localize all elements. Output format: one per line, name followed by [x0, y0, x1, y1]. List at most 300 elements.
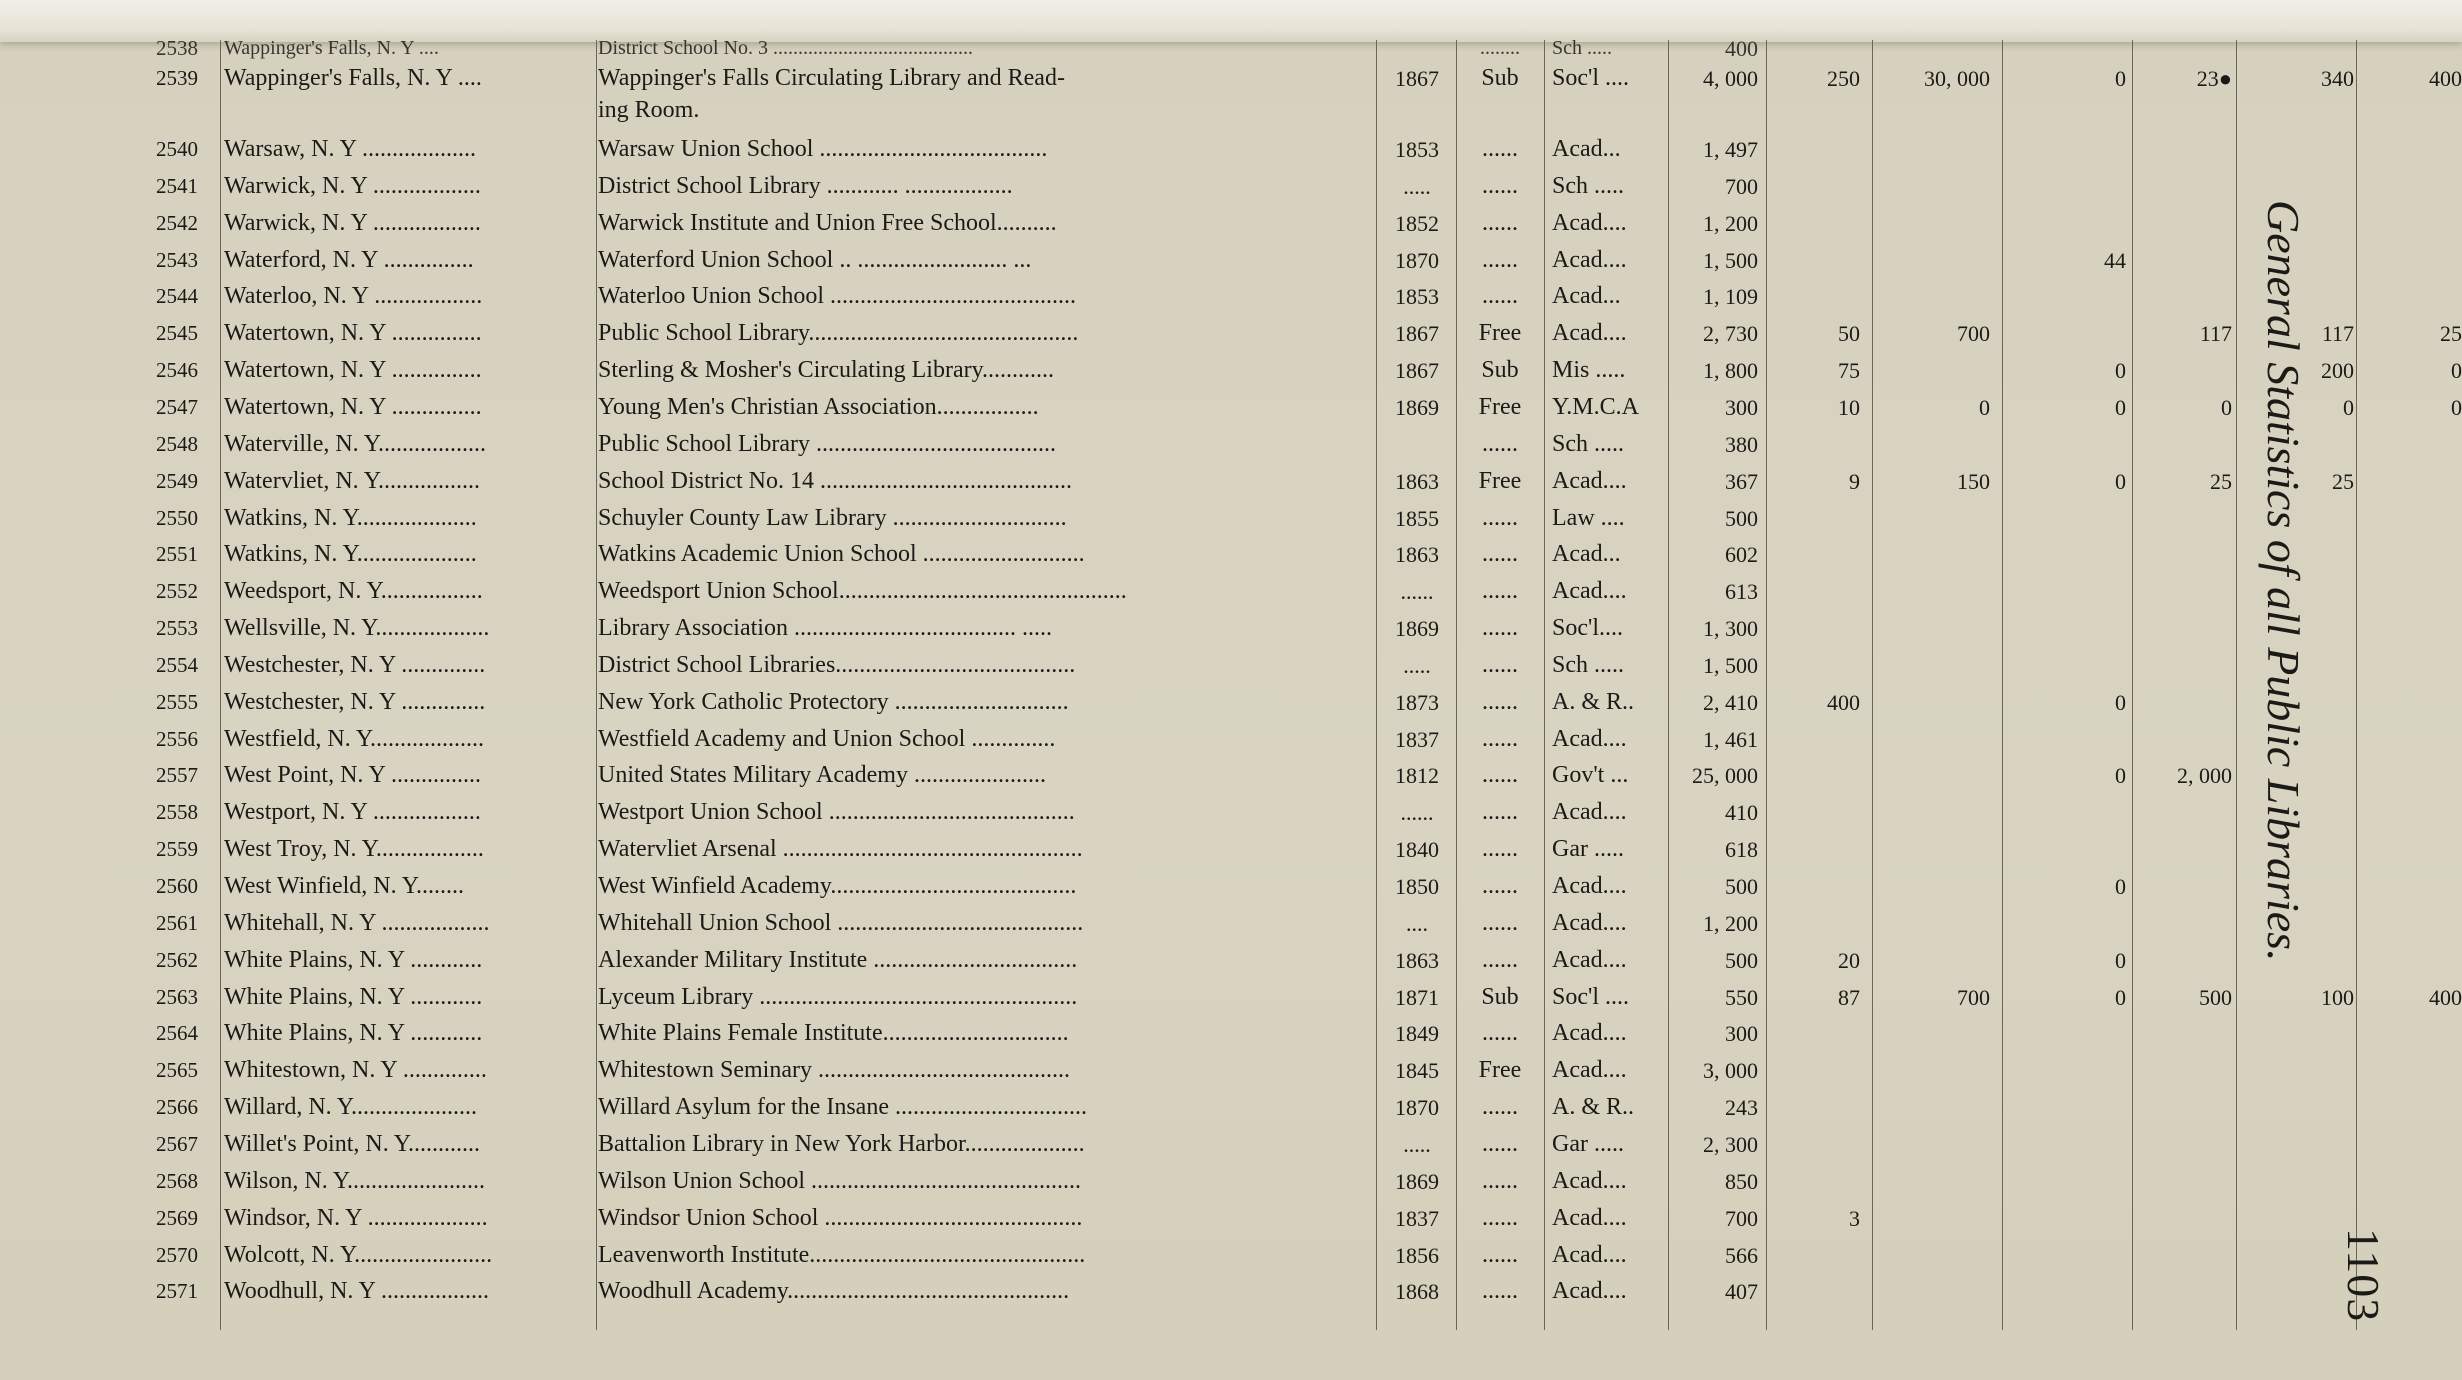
place-name: Weedsport, N. Y.................: [224, 578, 483, 605]
support-type: ......: [1482, 873, 1518, 899]
support-type: ......: [1482, 651, 1518, 678]
support-type: Free: [1478, 1057, 1522, 1084]
stat-col-6: 400: [2429, 984, 2462, 1010]
library-class: Gar .....: [1552, 1130, 1624, 1157]
stat-col-6: [2364, 242, 2462, 279]
support-type: Sub: [1481, 983, 1519, 1010]
library-class: A. & R..: [1552, 688, 1635, 715]
table-row: [120, 1015, 2460, 1052]
place-name: Wellsville, N. Y...................: [224, 615, 490, 642]
table-row: [120, 610, 2460, 647]
year-founded: ....: [1406, 910, 1428, 936]
volume-count: 380: [1725, 431, 1758, 457]
stat-col-4: [2140, 1200, 2232, 1237]
volume-count: 1, 800: [1703, 358, 1758, 384]
support-type: ......: [1482, 615, 1518, 642]
library-class: Sch .....: [1552, 651, 1624, 678]
place-name: Wappinger's Falls, N. Y ....: [224, 65, 482, 91]
entry-number: 2547: [156, 394, 198, 419]
stat-col-6: [2364, 942, 2462, 979]
stat-col-3: 0: [2115, 468, 2126, 494]
support-type: ......: [1482, 1094, 1518, 1121]
year-founded: 1868: [1395, 1279, 1439, 1305]
stat-col-1: [1780, 1015, 1860, 1052]
library-class: Acad...: [1552, 283, 1621, 310]
place-name: Warwick, N. Y ..................: [224, 209, 481, 236]
year-founded: 1853: [1395, 284, 1439, 310]
stat-col-3: [2010, 1200, 2126, 1237]
stat-col-1: [1780, 242, 1860, 279]
volume-count: 1, 500: [1703, 247, 1758, 273]
stat-col-4: 2, 000: [2177, 763, 2232, 789]
place-name: White Plains, N. Y ............: [224, 946, 483, 973]
stat-col-3: 0: [2115, 66, 2126, 91]
stat-col-6: [2364, 1052, 2462, 1089]
library-name: Leavenworth Institute..............................................: [598, 1241, 1086, 1268]
volume-count: 407: [1725, 1279, 1758, 1305]
table-row: [120, 1200, 2460, 1237]
entry-number: 2544: [156, 284, 198, 309]
year-founded: 1863: [1395, 542, 1439, 568]
year-founded: .....: [1403, 1131, 1431, 1157]
library-class: Acad....: [1552, 1057, 1627, 1084]
table-row: [120, 868, 2460, 905]
stat-col-6: [2364, 721, 2462, 758]
library-name: Library Association ..................................... .....: [598, 615, 1052, 642]
place-name: Warwick, N. Y ..................: [224, 172, 481, 199]
table-row: [120, 1273, 2460, 1310]
stat-col-4: 0: [2221, 394, 2232, 420]
support-type: ......: [1482, 1278, 1518, 1305]
stat-col-1: [1780, 757, 1860, 794]
stat-col-2: 700: [1957, 321, 1990, 347]
library-class: Law ....: [1552, 504, 1625, 531]
library-class: Acad....: [1552, 1241, 1627, 1268]
entry-number: 2560: [156, 874, 198, 898]
stat-col-1: [1780, 500, 1860, 537]
stat-col-5: 0: [2343, 394, 2354, 420]
stat-col-5: 117: [2321, 321, 2354, 347]
library-name: Battalion Library in New York Harbor....................: [598, 1130, 1085, 1157]
library-class: Acad....: [1552, 946, 1627, 973]
stat-col-2: [1880, 205, 1990, 242]
stat-col-1: [1780, 131, 1860, 168]
stat-col-2: [1880, 1237, 1990, 1274]
library-name: Wilson Union School .............................................: [598, 1167, 1082, 1194]
stat-col-3: [2010, 1126, 2126, 1163]
stat-col-3: [2010, 168, 2126, 205]
place-name: Waterloo, N. Y ..................: [224, 283, 483, 310]
year-founded: 1863: [1395, 947, 1439, 973]
stat-col-5: 25: [2332, 468, 2354, 494]
library-class: Acad....: [1552, 467, 1627, 494]
entry-number: 2542: [156, 210, 198, 235]
stat-col-2: [1880, 794, 1990, 831]
table-row: [120, 1163, 2460, 1200]
year-founded: 1867: [1395, 358, 1439, 384]
volume-count: 1, 497: [1703, 137, 1758, 162]
running-title: General Statistics of all Public Libraries.: [2258, 200, 2309, 962]
support-type: ......: [1482, 946, 1518, 973]
table-row: [120, 92, 2460, 129]
stat-col-1: [1780, 1237, 1860, 1274]
year-founded: 1853: [1395, 137, 1439, 162]
table-row: [120, 205, 2460, 242]
stat-col-4: [2140, 573, 2232, 610]
support-type: Free: [1478, 320, 1522, 347]
volume-count: 618: [1725, 837, 1758, 863]
library-name: Whitestown Seminary ..........................................: [598, 1057, 1070, 1084]
library-name: Young Men's Christian Association.................: [598, 393, 1039, 420]
stat-col-4: [2140, 500, 2232, 537]
stat-col-4: 23●: [2196, 66, 2232, 91]
support-type: ......: [1482, 172, 1518, 199]
volume-count: 3, 000: [1703, 1058, 1758, 1084]
stat-col-4: [2140, 905, 2232, 942]
library-class: Gar .....: [1552, 836, 1624, 863]
library-class: Soc'l ....: [1552, 983, 1629, 1010]
stat-col-3: [2010, 1089, 2126, 1126]
stat-col-6: [2364, 500, 2462, 537]
stat-col-1: [1780, 278, 1860, 315]
entry-number: 2550: [156, 505, 198, 530]
place-name: Wolcott, N. Y.......................: [224, 1241, 493, 1268]
volume-count: 550: [1725, 984, 1758, 1010]
library-name: District School Library ............ ..................: [598, 172, 1013, 199]
entry-number: 2558: [156, 800, 198, 825]
stat-col-2: [1880, 536, 1990, 573]
volume-count: 500: [1725, 947, 1758, 973]
stat-col-6: 0: [2451, 358, 2462, 384]
year-founded: 1870: [1395, 1095, 1439, 1121]
stat-col-6: [2364, 92, 2462, 129]
stat-col-6: [2364, 868, 2462, 905]
place-name: Watertown, N. Y ...............: [224, 357, 482, 384]
stat-col-5: [2244, 1015, 2354, 1052]
stat-col-5: [2244, 92, 2354, 129]
table-row: [120, 942, 2460, 979]
place-name: Windsor, N. Y ....................: [224, 1204, 488, 1231]
support-type: ......: [1482, 541, 1518, 568]
place-name: Watkins, N. Y....................: [224, 541, 477, 568]
support-type: ......: [1482, 246, 1518, 273]
library-name: Watervliet Arsenal ..................................................: [598, 836, 1083, 863]
volume-count: 500: [1725, 505, 1758, 531]
place-name: White Plains, N. Y ............: [224, 983, 483, 1010]
table-row: [120, 831, 2460, 868]
library-name: Sterling & Mosher's Circulating Library............: [598, 357, 1055, 384]
stat-col-6: [2364, 794, 2462, 831]
place-name: Waterford, N. Y ...............: [224, 246, 474, 273]
stat-col-4: 500: [2199, 984, 2232, 1010]
library-name: Willard Asylum for the Insane ................................: [598, 1094, 1087, 1121]
table-row: [120, 757, 2460, 794]
support-type: ......: [1482, 799, 1518, 826]
support-type: ......: [1482, 1204, 1518, 1231]
stat-col-6: [2364, 278, 2462, 315]
entry-number: 2554: [156, 652, 198, 677]
volume-count: 602: [1725, 542, 1758, 568]
stat-col-4: [2140, 1163, 2232, 1200]
volume-count: 500: [1725, 874, 1758, 899]
volume-count: 1, 109: [1703, 284, 1758, 310]
volume-count: 2, 300: [1703, 1131, 1758, 1157]
library-name: United States Military Academy ......................: [598, 762, 1046, 789]
stat-col-4: [2140, 1015, 2232, 1052]
library-class: Acad....: [1552, 1278, 1627, 1305]
volume-count: 2, 730: [1703, 321, 1758, 347]
stat-col-3: 0: [2115, 689, 2126, 715]
library-name: Public School Library ........................................: [598, 430, 1056, 457]
place-name: Westchester, N. Y ..............: [224, 651, 486, 678]
stat-col-1: [1780, 1273, 1860, 1310]
stat-col-3: [2010, 131, 2126, 168]
stat-col-2: [1880, 92, 1990, 129]
stat-col-4: [2140, 610, 2232, 647]
stat-col-2: [1880, 647, 1990, 684]
table-row: [120, 794, 2460, 831]
library-name: Windsor Union School ...........................................: [598, 1204, 1083, 1231]
support-type: ......: [1482, 283, 1518, 310]
entry-number: 2555: [156, 689, 198, 714]
entry-number: 2538: [156, 36, 198, 60]
volume-count: 410: [1725, 800, 1758, 826]
library-class: Acad...: [1552, 541, 1621, 568]
stat-col-4: [2140, 1237, 2232, 1274]
stat-col-6: [2364, 610, 2462, 647]
entry-number: 2561: [156, 910, 198, 935]
support-type: ......: [1482, 725, 1518, 752]
library-class: Acad....: [1552, 873, 1627, 899]
page-number: 1103: [2338, 1228, 2389, 1323]
stat-col-2: [1880, 1163, 1990, 1200]
year-founded: .....: [1403, 652, 1431, 678]
stat-col-6: 25: [2440, 321, 2462, 347]
support-type: ......: [1482, 1020, 1518, 1047]
stat-col-3: [2010, 1052, 2126, 1089]
entry-number: 2541: [156, 173, 198, 198]
stat-col-3: [2010, 1163, 2126, 1200]
support-type: Sub: [1481, 357, 1519, 384]
stat-col-3: 0: [2115, 358, 2126, 384]
library-name: Waterloo Union School .........................................: [598, 283, 1077, 310]
stat-col-5: 100: [2321, 984, 2354, 1010]
stat-col-2: [1880, 684, 1990, 721]
year-founded: 1867: [1395, 66, 1439, 91]
library-class: Mis .....: [1552, 357, 1626, 384]
library-class: Y.M.C.A: [1552, 393, 1639, 420]
support-type: ......: [1482, 762, 1518, 789]
stat-col-4: [2140, 536, 2232, 573]
library-name: Weedsport Union School................................................: [598, 578, 1127, 605]
support-type: ......: [1482, 136, 1518, 162]
library-name: School District No. 14 ..........................................: [598, 467, 1072, 494]
stat-col-1: 75: [1838, 358, 1860, 384]
entry-number: 2567: [156, 1131, 198, 1156]
place-name: Westport, N. Y ..................: [224, 799, 481, 826]
stat-col-1: [1780, 868, 1860, 905]
library-class: Acad....: [1552, 799, 1627, 826]
stat-col-5: [2244, 1163, 2354, 1200]
library-name: Westfield Academy and Union School ..............: [598, 725, 1056, 752]
volume-count: 700: [1725, 173, 1758, 199]
year-founded: [1382, 426, 1452, 463]
stat-col-6: [2364, 1089, 2462, 1126]
library-class: Acad...: [1552, 136, 1621, 162]
entry-number: 2539: [156, 66, 198, 90]
stat-col-3: [2010, 1273, 2126, 1310]
stat-col-3: 0: [2115, 874, 2126, 899]
stat-col-2: [1880, 1200, 1990, 1237]
year-founded: [1382, 92, 1452, 129]
stat-col-6: [2364, 905, 2462, 942]
library-name: Schuyler County Law Library .............................: [598, 504, 1067, 531]
support-type: Free: [1478, 393, 1522, 420]
place-name: Watkins, N. Y....................: [224, 504, 477, 531]
support-type: ......: [1482, 688, 1518, 715]
year-founded: 1873: [1395, 689, 1439, 715]
year-founded: 1869: [1395, 394, 1439, 420]
stat-col-6: [2364, 131, 2462, 168]
stat-col-2: 150: [1957, 468, 1990, 494]
place-name: Woodhull, N. Y ..................: [224, 1278, 489, 1305]
volume-count: 1, 200: [1703, 910, 1758, 936]
entry-number: 2564: [156, 1021, 198, 1046]
stat-col-2: [1880, 757, 1990, 794]
place-name: Wilson, N. Y.......................: [224, 1167, 486, 1194]
stat-col-1: [1780, 610, 1860, 647]
stat-col-4: [2140, 684, 2232, 721]
entry-number: 2565: [156, 1058, 198, 1083]
stat-col-2: [1880, 1015, 1990, 1052]
stat-col-1: [1780, 794, 1860, 831]
stat-col-4: [2140, 942, 2232, 979]
stat-col-4: [2140, 92, 2232, 129]
stat-col-3: 0: [2115, 763, 2126, 789]
stat-col-2: [1880, 352, 1990, 389]
table-row: [120, 1237, 2460, 1274]
place-name: Whitestown, N. Y ..............: [224, 1057, 487, 1084]
stat-col-4: [2140, 278, 2232, 315]
library-class: Acad....: [1552, 578, 1627, 605]
stat-col-1: [1780, 905, 1860, 942]
column-rule: [1766, 40, 1767, 1330]
library-class: Gov't ...: [1552, 762, 1629, 789]
table-row: [120, 389, 2460, 426]
stat-col-1: [1780, 721, 1860, 758]
stat-col-2: [1880, 500, 1990, 537]
column-rule: [220, 40, 221, 1330]
entry-number: 2548: [156, 431, 198, 456]
place-name: West Troy, N. Y..................: [224, 836, 484, 863]
library-class: Sch .....: [1552, 172, 1624, 199]
stat-col-3: [2010, 721, 2126, 758]
entry-number: 2570: [156, 1242, 198, 1267]
stat-col-4: [2140, 721, 2232, 758]
stat-col-5: [2244, 131, 2354, 168]
year-founded: 1869: [1395, 1168, 1439, 1194]
stat-col-3: [2010, 905, 2126, 942]
stat-col-2: [1880, 610, 1990, 647]
library-class: Acad....: [1552, 1020, 1627, 1047]
library-class: Acad....: [1552, 246, 1627, 273]
stat-col-1: 87: [1838, 984, 1860, 1010]
stat-col-6: [2364, 684, 2462, 721]
stat-col-5: [2244, 1052, 2354, 1089]
stat-col-1: [1780, 426, 1860, 463]
stat-col-6: [2364, 1015, 2462, 1052]
stat-col-2: [1880, 905, 1990, 942]
stat-col-1: [1780, 1126, 1860, 1163]
place-name: Warsaw, N. Y ...................: [224, 136, 477, 162]
volume-count: 1, 300: [1703, 616, 1758, 642]
stat-col-3: [2010, 573, 2126, 610]
library-name: ing Room.: [598, 97, 700, 123]
stat-col-2: [1880, 1126, 1990, 1163]
volume-count: 613: [1725, 579, 1758, 605]
library-name: Lyceum Library .....................................................: [598, 983, 1078, 1010]
table-row: [120, 315, 2460, 352]
place-name: West Point, N. Y ...............: [224, 762, 481, 789]
entry-number: 2543: [156, 247, 198, 272]
year-founded: 1837: [1395, 1205, 1439, 1231]
stat-col-3: [2010, 536, 2126, 573]
stat-col-2: [1880, 1089, 1990, 1126]
stat-col-1: [1780, 1163, 1860, 1200]
support-type: ......: [1482, 578, 1518, 605]
entry-number: 2562: [156, 947, 198, 972]
year-founded: 1849: [1395, 1021, 1439, 1047]
support-type: ......: [1482, 1130, 1518, 1157]
stat-col-6: 0: [2451, 394, 2462, 420]
stat-col-4: [2140, 205, 2232, 242]
stat-col-6: 400: [2429, 66, 2462, 91]
stat-col-2: [1880, 868, 1990, 905]
table-row: [120, 536, 2460, 573]
stat-col-5: 340: [2321, 66, 2354, 91]
stat-col-2: [1880, 573, 1990, 610]
table-row: [120, 500, 2460, 537]
year-founded: 1871: [1395, 984, 1439, 1010]
library-class: Acad....: [1552, 909, 1627, 936]
entry-number: 2566: [156, 1095, 198, 1120]
entry-number: 2556: [156, 726, 198, 751]
table-row: [120, 1126, 2460, 1163]
year-founded: 1850: [1395, 874, 1439, 899]
volume-count: 300: [1725, 394, 1758, 420]
stat-col-2: 700: [1957, 984, 1990, 1010]
place-name: Westfield, N. Y...................: [224, 725, 485, 752]
table-row: [120, 684, 2460, 721]
year-founded: 1870: [1395, 247, 1439, 273]
stat-col-3: 0: [2115, 947, 2126, 973]
stat-col-3: [2010, 794, 2126, 831]
entry-number: 2563: [156, 984, 198, 1009]
stat-col-4: [2140, 352, 2232, 389]
place-name: Westchester, N. Y ..............: [224, 688, 486, 715]
stat-col-6: [2364, 463, 2462, 500]
stat-col-4: [2140, 242, 2232, 279]
stat-col-2: [1880, 168, 1990, 205]
support-type: ......: [1482, 1241, 1518, 1268]
volume-count: 2, 410: [1703, 689, 1758, 715]
stat-col-2: [1880, 131, 1990, 168]
volume-count: 850: [1725, 1168, 1758, 1194]
library-name: Warwick Institute and Union Free School..........: [598, 209, 1057, 236]
support-type: ......: [1482, 909, 1518, 936]
stat-col-3: [2010, 831, 2126, 868]
stat-col-1: [1780, 536, 1860, 573]
